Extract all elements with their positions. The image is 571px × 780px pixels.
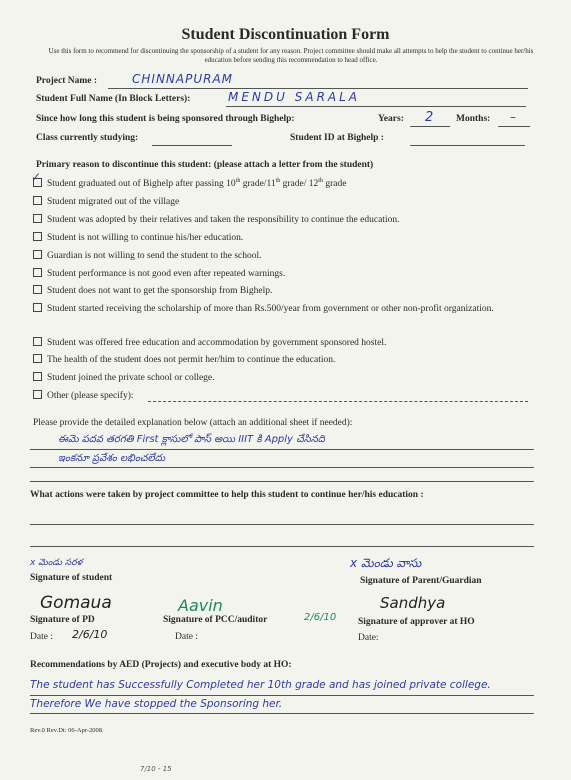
pcc-date-value[interactable]: 2/6/10 — [304, 612, 337, 623]
project-name-label: Project Name : — [36, 76, 98, 86]
checkbox-health[interactable] — [33, 354, 42, 363]
years-line — [410, 126, 450, 127]
actions-rule-1 — [30, 524, 534, 525]
checkbox-not-willing[interactable] — [33, 232, 42, 241]
checkbox-graduated[interactable] — [33, 178, 42, 187]
reason-option-adopted[interactable]: Student was adopted by their relatives and taken the responsibility to continue the education. — [33, 214, 399, 225]
reason-option-guardian[interactable]: Guardian is not willing to send the student to the school. — [33, 250, 262, 261]
reason-option-graduated[interactable]: Student graduated out of Bighelp after passing 10th grade/11th grade/ 12th grade — [33, 178, 346, 189]
explanation-line-2[interactable]: ఇంకనూ ప్రవేశం లభించలేదు — [58, 453, 166, 464]
reason-option-no-sponsorship[interactable]: Student does not want to get the sponsorship from Bighelp. — [33, 285, 272, 296]
checkbox-performance[interactable] — [33, 268, 42, 277]
reason-option-health[interactable]: The health of the student does not permit her/him to continue the education. — [33, 354, 335, 365]
checkbox-other[interactable] — [33, 390, 42, 399]
checkbox-scholarship[interactable] — [33, 303, 42, 312]
recommendation-line-2[interactable]: Therefore We have stopped the Sponsoring her. — [30, 698, 283, 710]
reason-option-hostel[interactable]: Student was offered free education and accommodation by government sponsored hostel. — [33, 337, 386, 348]
explanation-line-1[interactable]: ఈమె పదవ తరగతి First క్లాసులో పాస్ అయి IIIT కి Apply చేసినది — [58, 434, 325, 445]
student-id-label: Student ID at Bighelp : — [290, 133, 384, 143]
approver-signature-label: Signature of approver at HO — [358, 617, 475, 627]
form-title: Student Discontinuation Form — [181, 26, 390, 43]
years-label: Years: — [378, 114, 404, 124]
page-mark: 7/10 - 15 — [140, 765, 172, 773]
class-label: Class currently studying: — [36, 133, 139, 143]
student-name-line — [226, 106, 526, 107]
checkbox-adopted[interactable] — [33, 214, 42, 223]
actions-label: What actions were taken by project committee to help this student to continue her/his education : — [30, 490, 424, 500]
student-signature[interactable]: x మెండు సరళ — [30, 558, 83, 568]
checkbox-hostel[interactable] — [33, 337, 42, 346]
reasons-heading: Primary reason to discontinue this student: (please attach a letter from the student) — [36, 160, 374, 170]
student-signature-label: Signature of student — [30, 573, 113, 583]
parent-signature[interactable]: x మెండు వాసు — [350, 556, 422, 570]
years-value[interactable]: 2 — [425, 110, 434, 125]
parent-signature-label: Signature of Parent/Guardian — [360, 576, 482, 586]
other-line — [148, 401, 528, 402]
since-label: Since how long this student is being sponsored through Bighelp: — [36, 114, 295, 124]
pd-date-label: Date : — [30, 632, 53, 642]
recommendation-rule-2 — [30, 713, 534, 714]
recommendations-label: Recommendations by AED (Projects) and executive body at HO: — [30, 660, 292, 670]
reason-option-not-willing[interactable]: Student is not willing to continue his/her education. — [33, 232, 243, 243]
pd-signature-label: Signature of PD — [30, 615, 95, 625]
reason-option-migrated[interactable]: Student migrated out of the village — [33, 196, 179, 207]
months-label: Months: — [456, 114, 491, 124]
explanation-rule-3 — [30, 481, 534, 482]
recommendation-line-1[interactable]: The student has Successfully Completed her 10th grade and has joined private college. — [30, 679, 491, 691]
recommendation-rule-1 — [30, 695, 534, 696]
student-name-label: Student Full Name (In Block Letters): — [36, 94, 191, 104]
check-mark-icon: ✓ — [31, 170, 42, 184]
approver-date-label: Date: — [358, 633, 379, 643]
reason-option-performance[interactable]: Student performance is not good even after repeated warnings. — [33, 268, 285, 279]
project-name-line — [108, 88, 528, 89]
form-instructions: Use this form to recommend for discontinuing the sponsorship of a student for any reason. Project committee should make all attempts to help the student to continue her/his education before sending this recommendation to head office. — [48, 47, 534, 64]
explanation-label: Please provide the detailed explanation below (attach an additional sheet if needed): — [33, 418, 353, 428]
project-name-value[interactable]: CHINNAPURAM — [132, 72, 234, 86]
actions-rule-2 — [30, 546, 534, 547]
student-id-line — [410, 145, 525, 146]
pcc-date-label: Date : — [175, 632, 198, 642]
reason-option-other[interactable]: Other (please specify): — [33, 390, 134, 401]
reason-option-scholarship[interactable]: Student started receiving the scholarship of more than Rs.500/year from government or other non-profit organization. — [33, 303, 503, 316]
checkbox-migrated[interactable] — [33, 196, 42, 205]
pd-signature[interactable]: Gomaua — [40, 593, 112, 613]
pcc-signature-label: Signature of PCC/auditor — [163, 615, 268, 625]
explanation-rule-2 — [30, 467, 534, 468]
pcc-signature[interactable]: Aavin — [178, 596, 223, 615]
checkbox-guardian[interactable] — [33, 250, 42, 259]
checkbox-private-school[interactable] — [33, 372, 42, 381]
months-value[interactable]: – — [510, 110, 516, 124]
reason-option-private-school[interactable]: Student joined the private school or college. — [33, 372, 215, 383]
checkbox-no-sponsorship[interactable] — [33, 285, 42, 294]
explanation-rule-1 — [30, 449, 534, 450]
approver-signature[interactable]: Sandhya — [380, 594, 446, 612]
student-name-value[interactable]: MENDU SARALA — [228, 90, 361, 104]
months-line — [498, 126, 530, 127]
revision-text: Rev.0 Rev.Dt: 06-Apr-2008 — [30, 727, 102, 734]
class-line — [152, 145, 232, 146]
pd-date-value[interactable]: 2/6/10 — [72, 628, 108, 641]
